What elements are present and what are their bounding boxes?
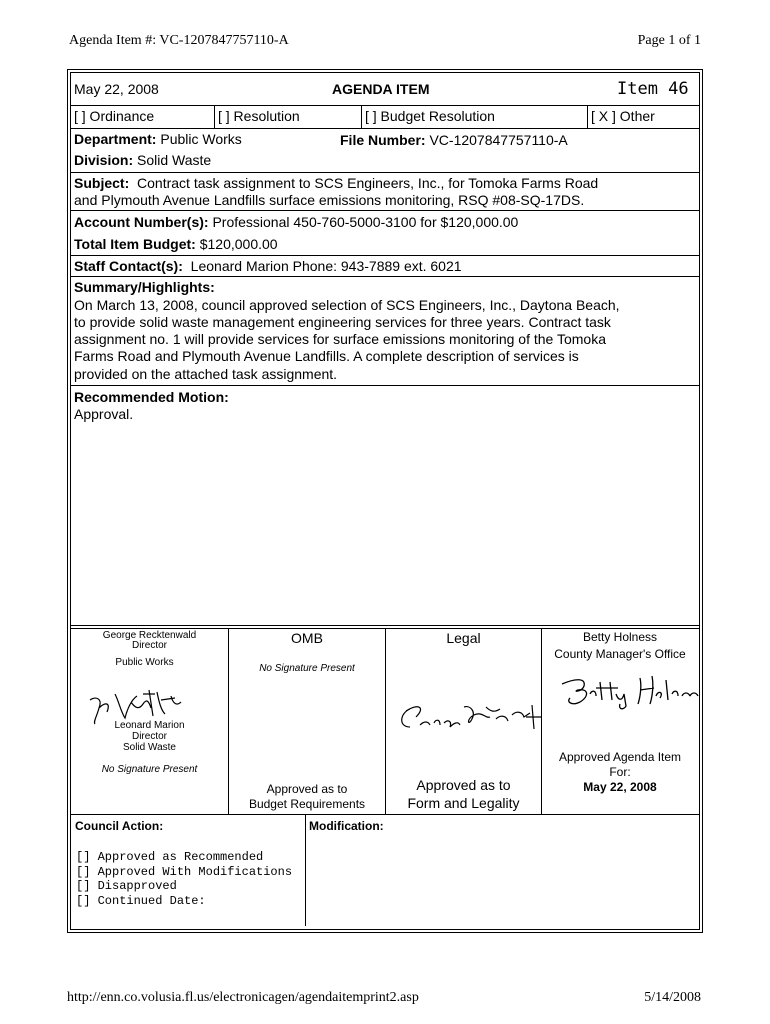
council-option-continued-date[interactable]: [] Continued Date: bbox=[76, 894, 206, 908]
rule bbox=[70, 814, 699, 815]
account-label: Account Number(s): bbox=[74, 214, 209, 230]
legal-approved-1: Approved as to bbox=[416, 777, 511, 793]
legal-approved-2: Form and Legality bbox=[407, 795, 520, 811]
legal-heading: Legal bbox=[446, 630, 481, 646]
summary-line: assignment no. 1 will provide services for surface emissions monitoring of the Tomoka bbox=[74, 331, 606, 347]
total-budget bbox=[74, 236, 278, 253]
subject-line-2: and Plymouth Avenue Landfills surface emissions monitoring, RSQ #08-SQ-17DS. bbox=[74, 192, 585, 208]
summary-label: Summary/Highlights: bbox=[74, 279, 215, 295]
motion-value: Approval. bbox=[74, 406, 134, 422]
rule bbox=[70, 385, 699, 386]
divider bbox=[587, 105, 588, 128]
sig1-title2: Director bbox=[131, 731, 167, 742]
file-number-label: File Number: bbox=[340, 132, 426, 148]
agenda-date: May 22, 2008 bbox=[74, 81, 159, 97]
summary-line: provided on the attached task assignment. bbox=[74, 366, 338, 382]
omb-approved-1: Approved as to bbox=[266, 782, 348, 796]
type-other: [ X ] Other bbox=[591, 108, 655, 124]
rule bbox=[70, 128, 699, 129]
type-budget-resolution: [ ] Budget Resolution bbox=[365, 108, 495, 124]
rule bbox=[70, 276, 699, 277]
council-option-disapproved[interactable]: [] Disapproved bbox=[76, 879, 177, 893]
agenda-title: AGENDA ITEM bbox=[332, 81, 430, 97]
file-number-value: VC-1207847757110-A bbox=[425, 132, 568, 148]
staff-label: Staff Contact(s): bbox=[74, 258, 183, 274]
department-value: Public Works bbox=[156, 131, 242, 147]
sig1-no-signature: No Signature Present bbox=[101, 764, 198, 775]
budget-value: $120,000.00 bbox=[195, 236, 278, 252]
divider bbox=[214, 105, 215, 128]
staff-value: Leonard Marion Phone: 943-7889 ext. 6021 bbox=[182, 258, 462, 274]
manager-name: Betty Holness bbox=[582, 630, 658, 644]
page-header-left: Agenda Item #: VC-1207847757110-A bbox=[69, 33, 289, 48]
file-number bbox=[340, 132, 568, 149]
divider bbox=[305, 814, 306, 926]
rule bbox=[70, 210, 699, 211]
manager-approved-2: For: bbox=[609, 765, 631, 779]
rule bbox=[70, 255, 699, 256]
rule bbox=[70, 172, 699, 173]
division bbox=[74, 152, 211, 169]
sig1-dept2: Solid Waste bbox=[123, 742, 176, 753]
page-footer-date: 5/14/2008 bbox=[644, 990, 701, 1005]
account-value: Professional 450-760-5000-3100 for $120,000.00 bbox=[208, 214, 519, 230]
omb-no-signature: No Signature Present bbox=[259, 663, 355, 674]
division-value: Solid Waste bbox=[133, 152, 212, 168]
sig1-dept: Public Works bbox=[115, 657, 174, 668]
division-label: Division: bbox=[74, 152, 134, 168]
page-footer-url: http://enn.co.volusia.fl.us/electronicagen/agendaitemprint2.asp bbox=[67, 990, 419, 1005]
omb-approved-2: Budget Requirements bbox=[248, 797, 366, 811]
signature-legal bbox=[396, 697, 546, 739]
manager-approved-date: May 22, 2008 bbox=[583, 780, 657, 794]
council-option-approved-with-modifications[interactable]: [] Approved With Modifications bbox=[76, 865, 293, 879]
account-number bbox=[74, 214, 518, 231]
rule bbox=[70, 625, 699, 626]
council-option-approved[interactable]: [] Approved as Recommended bbox=[76, 850, 264, 864]
department-label: Department: bbox=[74, 131, 157, 147]
staff-contact bbox=[74, 258, 462, 275]
budget-label: Total Item Budget: bbox=[74, 236, 196, 252]
department bbox=[74, 131, 242, 148]
divider bbox=[361, 105, 362, 128]
council-action-label: Council Action: bbox=[75, 819, 164, 833]
summary-line: to provide solid waste management engineering services for three years. Contract task bbox=[74, 314, 611, 330]
type-ordinance: [ ] Ordinance bbox=[74, 108, 155, 124]
summary-line: On March 13, 2008, council approved selection of SCS Engineers, Inc., Daytona Beach, bbox=[74, 297, 620, 313]
motion-label: Recommended Motion: bbox=[74, 389, 229, 405]
subject-text: Contract task assignment to SCS Engineers, Inc., for Tomoka Farms Road bbox=[129, 175, 599, 191]
sig1-title: Director bbox=[131, 640, 167, 651]
subject-line-1 bbox=[74, 175, 598, 192]
signature-betty-holness bbox=[556, 670, 704, 712]
sig1-name2: Leonard Marion bbox=[114, 720, 185, 731]
manager-approved-1: Approved Agenda Item bbox=[558, 750, 682, 764]
type-resolution: [ ] Resolution bbox=[218, 108, 300, 124]
page-header-right: Page 1 of 1 bbox=[637, 33, 701, 48]
subject-label: Subject: bbox=[74, 175, 130, 191]
modification-label: Modification: bbox=[309, 819, 384, 833]
rule bbox=[70, 105, 699, 106]
item-number: Item 46 bbox=[617, 79, 689, 99]
sig1-name: George Recktenwald bbox=[102, 630, 197, 641]
omb-heading: OMB bbox=[291, 630, 323, 646]
summary-line: Farms Road and Plymouth Avenue Landfills. A complete description of services is bbox=[74, 348, 579, 364]
manager-office: County Manager's Office bbox=[554, 647, 686, 661]
